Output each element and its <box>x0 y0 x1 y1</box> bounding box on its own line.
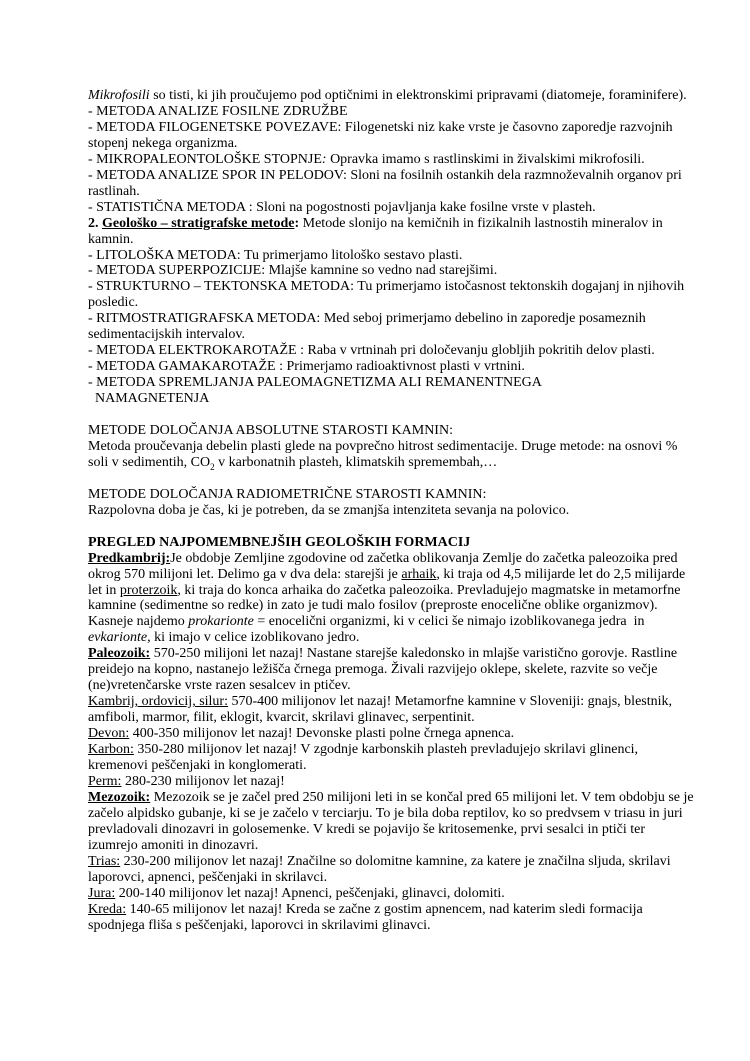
text-run: Kambrij, ordovicij, silur: <box>88 694 228 710</box>
text-run: 200-140 milijonov let nazaj! Apnenci, peščenjaki, glinavci, dolomiti. <box>115 885 505 901</box>
paragraph <box>88 407 696 423</box>
paragraph <box>88 774 696 790</box>
document-body <box>88 88 696 933</box>
paragraph <box>88 120 696 152</box>
text-run: Karbon: <box>88 742 134 758</box>
text-run: = enocelični organizmi, ki v celici še nimajo izoblikovanega jedra in <box>253 614 648 630</box>
text-run: Mikrofosili <box>88 88 150 103</box>
text-run: Opravka imamo s rastlinskimi in živalskimi mikrofosili. <box>326 151 645 167</box>
paragraph <box>88 343 696 359</box>
text-run: METODE DOLOČANJA RADIOMETRIČNE STAROSTI KAMNIN: <box>88 486 487 502</box>
paragraph <box>88 248 696 264</box>
paragraph <box>88 854 696 886</box>
paragraph <box>88 311 696 343</box>
text-run: , ki imajo v celice izoblikovano jedro. <box>147 630 360 646</box>
paragraph <box>88 359 696 375</box>
text-run: - STRUKTURNO – TEKTONSKA METODA: Tu primerjamo istočasnost tektonskih dogajanj in njihovih posledic. <box>88 279 688 311</box>
text-run: , ki traja do konca arhaika do začetka paleozoika. Prevladujejo magmatske in metamorfne kamnine (sedimentne so redke) in zato je tudi malo fosilov (preproste enocelične oblike organizmov). Kasneje najdemo <box>88 582 684 630</box>
text-run: Perm: <box>88 773 122 789</box>
paragraph <box>88 742 696 774</box>
text-run: PREGLED NAJPOMEMBNEJŠIH GEOLOŠKIH FORMACIJ <box>88 534 471 550</box>
text-run: proterzoik <box>119 582 178 598</box>
text-run: - METODA ANALIZE FOSILNE ZDRUŽBE <box>88 103 348 119</box>
paragraph <box>88 88 696 104</box>
text-run: - MIKROPALEONTOLOŠKE STOPNJE <box>88 151 322 167</box>
text-run: evkarionte <box>88 630 148 646</box>
text-run: Je obdobje Zemljine zgodovine od začetka oblikovanja Zemlje do začetka paleozoika pred okrog 570 milijoni let. Delimo ga v dva dela: starejši je <box>88 550 681 582</box>
text-run: 400-350 milijonov let nazaj! Devonske plasti polne črnega apnenca. <box>129 726 515 742</box>
paragraph <box>88 519 696 535</box>
text-run: 570-250 milijoni let nazaj! Nastane starejše kaledonsko in mlajše varistično gorovje. Rastline preidejo na kopno, nastanejo ležišča črnega premoga. Živali razvijejo oklepe, skelete, razvite so večje (ne)vretenčarske vrste razen sesalcev in ptičev. <box>88 646 681 694</box>
paragraph <box>88 535 696 551</box>
text-run: v karbonatnih plasteh, klimatskih spremembah,… <box>214 454 498 470</box>
paragraph <box>88 423 696 439</box>
text-run: - METODA SUPERPOZICIJE: Mlajše kamnine so vedno nad starejšimi. <box>88 263 498 279</box>
paragraph <box>88 902 696 934</box>
text-run: prokarionte <box>188 614 254 630</box>
text-run: Trias: <box>88 853 121 869</box>
text-run: 570-400 milijonov let nazaj! Metamorfne kamnine v Sloveniji: gnajs, blestnik, amfiboli, marmor, filit, eklogit, kvarcit, skrilavi glinavec, serpentinit. <box>88 694 676 726</box>
text-run: METODE DOLOČANJA ABSOLUTNE STAROSTI KAMNIN: <box>88 423 453 438</box>
text-run: Metode slonijo na kemičnih in fizikalnih lastnostih mineralov in kamnin. <box>88 215 667 247</box>
paragraph <box>88 790 696 854</box>
paragraph <box>88 551 696 647</box>
paragraph <box>88 694 696 726</box>
text-run: - METODA GAMAKAROTAŽE : Primerjamo radioaktivnost plasti v vrtnini. <box>88 359 525 375</box>
text-run: so tisti, ki jih proučujemo pod optičnimi in elektronskimi pripravami (diatomeje, foraminifere). <box>149 88 687 103</box>
paragraph <box>88 152 696 168</box>
text-run: 2 <box>210 461 215 472</box>
paragraph <box>88 375 696 407</box>
paragraph <box>88 168 696 200</box>
text-run: Razpolovna doba je čas, ki je potreben, da se zmanjša intenziteta sevanja na polovico. <box>88 502 570 518</box>
paragraph <box>88 104 696 120</box>
text-run: arhaik <box>401 566 437 582</box>
text-run: - METODA FILOGENETSKE POVEZAVE: Filogenetski niz kake vrste je časovno zaporedje razvojnih stopenj nekega organizma. <box>88 119 677 151</box>
text-run: - RITMOSTRATIGRAFSKA METODA: Med seboj primerjamo debelino in zaporedje posameznih sedimentacijskih intervalov. <box>88 311 650 343</box>
paragraph <box>88 726 696 742</box>
paragraph <box>88 503 696 519</box>
paragraph <box>88 471 696 487</box>
paragraph <box>88 646 696 694</box>
text-run: NAMAGNETENJA <box>88 391 210 407</box>
text-run: Mezozoik: <box>88 789 151 805</box>
paragraph <box>88 279 696 311</box>
text-run: 2. <box>88 215 102 231</box>
text-run: - METODA ANALIZE SPOR IN PELODOV: Sloni na fosilnih ostankih dela razmnoževalnih organov pri rastlinah. <box>88 167 686 199</box>
paragraph <box>88 886 696 902</box>
text-run: Paleozoik: <box>88 646 151 662</box>
text-run: Geološko – stratigrafske metode <box>102 215 295 231</box>
text-run: - METODA SPREMLJANJA PALEOMAGNETIZMA ALI REMANENTNEGA <box>88 375 542 391</box>
text-run: Metoda proučevanja debelin plasti glede na povprečno hitrost sedimentacije. Druge metode: na osnovi % soli v sedimentih, CO <box>88 438 681 470</box>
paragraph <box>88 439 696 471</box>
paragraph <box>88 200 696 216</box>
paragraph <box>88 216 696 248</box>
text-run: 230-200 milijonov let nazaj! Značilne so dolomitne kamnine, za katere je značilna sljuda, skrilavi laporovci, apnenci, peščenjaki in skrilavci. <box>88 853 675 885</box>
text-run: 350-280 milijonov let nazaj! V zgodnje karbonskih plasteh prevladujejo skrilavi glinenci, kremenovi peščenjaki in konglomerati. <box>88 742 642 773</box>
paragraph <box>88 263 696 279</box>
text-run: - LITOLOŠKA METODA: Tu primerjamo litološko sestavo plasti. <box>88 247 463 263</box>
text-run: - METODA ELEKTROKAROTAŽE : Raba v vrtninah pri določevanju globljih pokritih delov plasti. <box>88 343 655 359</box>
text-run: : <box>321 151 327 167</box>
text-run: Predkambrij: <box>88 550 171 566</box>
text-run: Kreda: <box>88 901 127 917</box>
text-run: Devon: <box>88 726 130 742</box>
text-run: - STATISTIČNA METODA : Sloni na pogostnosti pojavljanja kake fosilne vrste v plasteh. <box>88 199 596 215</box>
text-run: , ki traja od 4,5 milijarde let do 2,5 milijarde let in <box>88 566 689 598</box>
text-run: 140-65 milijonov let nazaj! Kreda se začne z gostim apnencem, nad katerim sledi formacija spodnjega fliša s peščenjaki, laporovci in skrilavimi glinavci. <box>88 901 647 933</box>
text-run: Mezozoik se je začel pred 250 milijoni leti in se končal pred 65 milijoni let. V tem obdobju se je začelo alpidsko gubanje, ki se je začelo v terciarju. To je bila doba reptilov, ko so predvsem v triasu in juri prevladovali dinozavri in golosemenke. V kredi se pojavijo še kritosemenke, prvi sesalci in ptiči ter izumrejo amoniti in dinozavri. <box>88 789 698 853</box>
text-run: : <box>294 215 300 231</box>
text-run: Jura: <box>88 885 116 901</box>
text-run: 280-230 milijonov let nazaj! <box>121 773 285 789</box>
paragraph <box>88 487 696 503</box>
